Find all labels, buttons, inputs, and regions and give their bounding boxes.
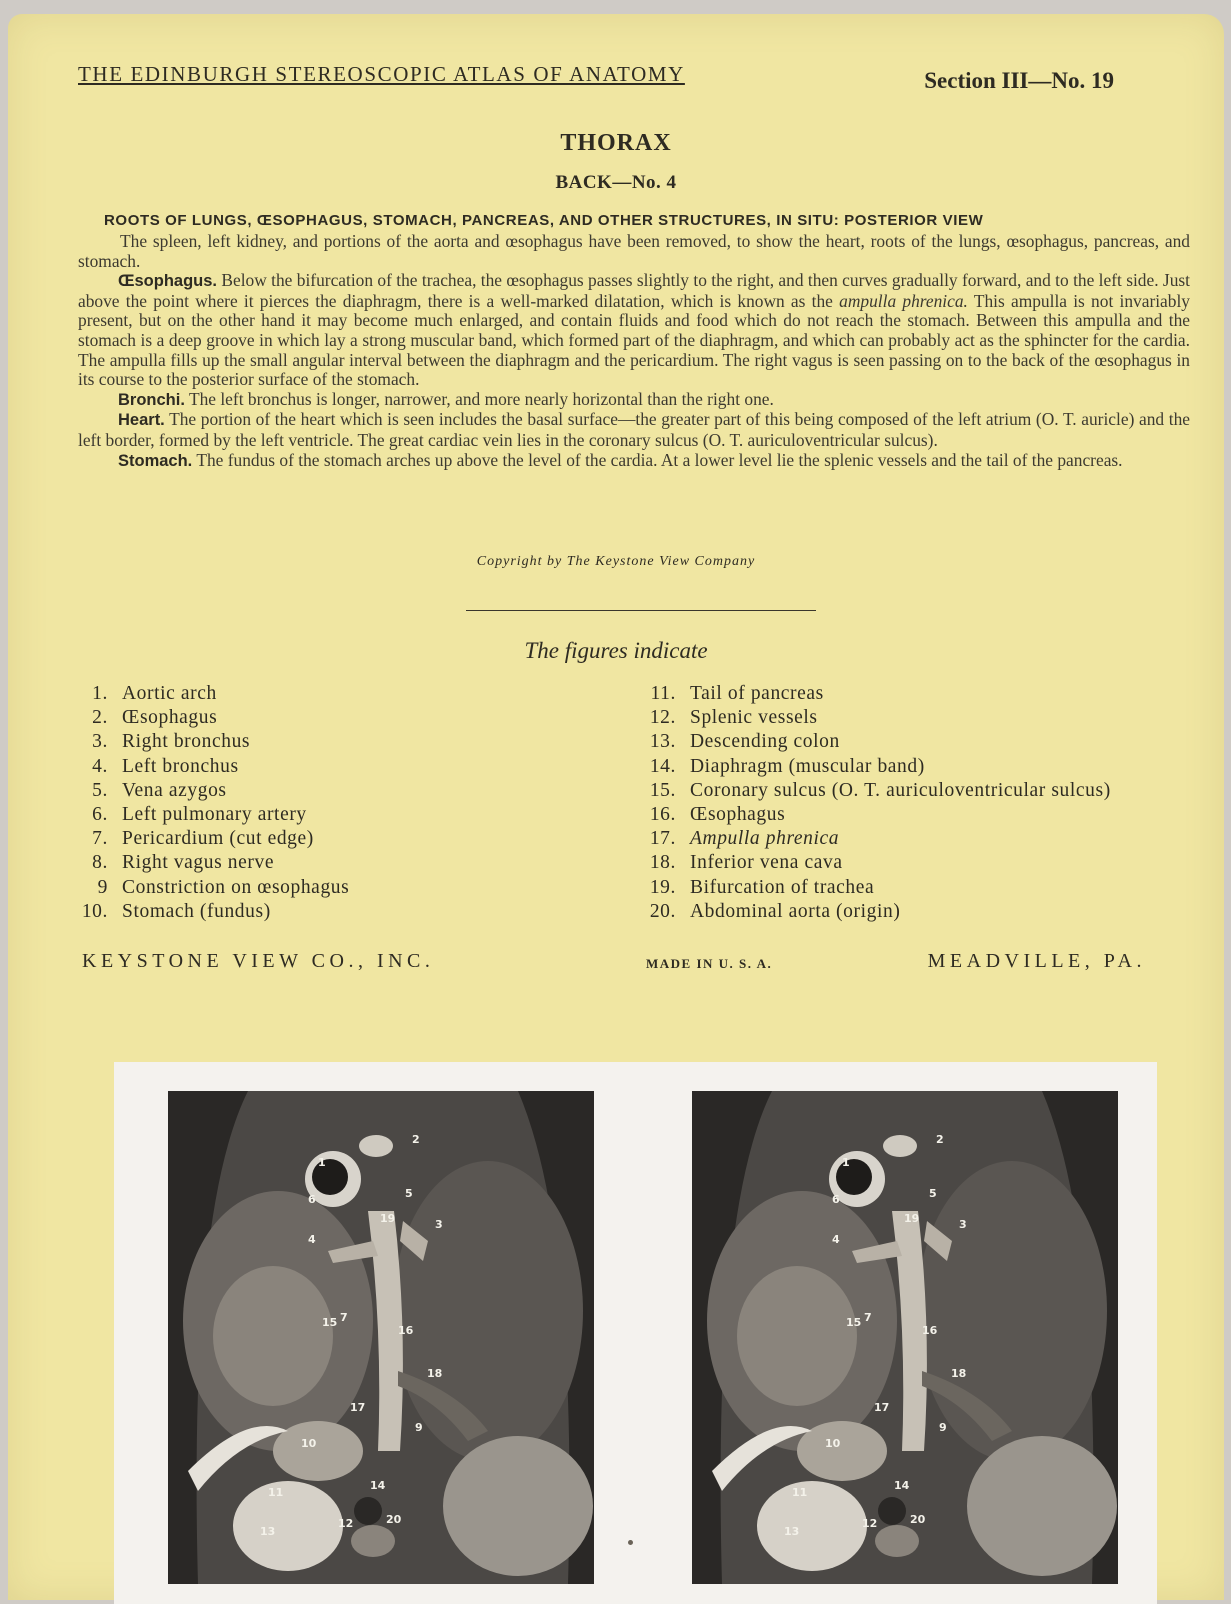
legend-item [638, 730, 1111, 754]
stomach-paragraph [78, 451, 1190, 472]
photo-label: 9 [415, 1421, 423, 1434]
photo-label: 5 [929, 1187, 937, 1200]
legend-label: Bifurcation of trachea [690, 876, 875, 898]
photo-label: 13 [260, 1525, 276, 1538]
legend-item [74, 827, 349, 851]
figures-title: The figures indicate [524, 638, 708, 663]
stereo-photo-mount [114, 1062, 1157, 1604]
bronchi-paragraph [78, 390, 1190, 411]
legend-label: Right vagus nerve [122, 852, 275, 874]
legend-item [638, 851, 1111, 875]
photo-shape [737, 1266, 857, 1406]
legend-label: Left pulmonary artery [122, 803, 307, 825]
legend-number: 13. [649, 731, 676, 753]
legend-number: 4. [92, 755, 108, 777]
heart-text: The portion of the heart which is seen includes the basal surface—the greater part of this being composed of the left atrium (O. T. auricle) and the left border, formed by the left ventricle. The great cardiac vein lies in the coronary sulcus (O. T. auriculoventricular sulcus). [78, 409, 1190, 450]
legend-item [74, 851, 349, 875]
photo-label: 7 [340, 1311, 348, 1324]
photo-shape [359, 1135, 393, 1157]
description-text [78, 232, 1190, 471]
heart-paragraph [78, 410, 1190, 450]
legend-number: 3. [92, 731, 108, 753]
stereo-photo-left [168, 1091, 594, 1584]
legend-item [74, 803, 349, 827]
legend-item [74, 876, 349, 900]
photo-label: 16 [398, 1324, 414, 1337]
photo-label: 1 [842, 1156, 850, 1169]
photo-label: 20 [386, 1513, 402, 1526]
oesophagus-lead: Œsophagus. [118, 272, 218, 291]
footer-city: MEADVILLE, PA. [927, 950, 1146, 972]
heart-lead: Heart. [118, 411, 165, 430]
photo-label: 18 [427, 1367, 443, 1380]
section-heading: ROOTS OF LUNGS, ŒSOPHAGUS, STOMACH, PANCREAS, AND OTHER STRUCTURES, IN SITU: POSTERIOR VIEW [104, 212, 984, 229]
oesophagus-paragraph [78, 271, 1190, 390]
legend-number: 19. [649, 876, 676, 898]
anatomy-photo [692, 1091, 1118, 1584]
bronchi-text: The left bronchus is longer, narrower, and more nearly horizontal than the right one. [188, 388, 774, 409]
legend-label: Left bronchus [122, 755, 239, 777]
legend-label: Splenic vessels [690, 707, 818, 729]
legend-right [638, 682, 1111, 924]
legend-label: Pericardium (cut edge) [122, 828, 314, 850]
photo-shape [213, 1266, 333, 1406]
photo-label: 3 [435, 1218, 443, 1231]
photo-label: 18 [951, 1367, 967, 1380]
photo-label: 11 [268, 1486, 284, 1499]
legend-item [638, 682, 1111, 706]
stomach-lead: Stomach. [118, 451, 193, 470]
legend-item [74, 900, 349, 924]
photo-shape [757, 1481, 867, 1571]
legend-left [74, 682, 349, 924]
stomach-text: The fundus of the stomach arches up above the level of the cardia. At a lower level lie the splenic vessels and the tail of the pancreas. [196, 449, 1123, 470]
legend-number: 7. [92, 828, 108, 850]
photo-shape [443, 1436, 593, 1576]
photo-label: 2 [936, 1133, 944, 1146]
legend-label: Right bronchus [122, 731, 251, 753]
photo-label: 5 [405, 1187, 413, 1200]
atlas-card [8, 14, 1224, 1600]
anatomy-photo [168, 1091, 594, 1584]
photo-shape [917, 1161, 1107, 1461]
photo-shape [393, 1161, 583, 1461]
photo-shape [797, 1421, 887, 1481]
legend-number: 14. [649, 755, 676, 777]
photo-label: 13 [784, 1525, 800, 1538]
legend-item [638, 827, 1111, 851]
legend-number: 18. [649, 852, 676, 874]
photo-shape [233, 1481, 343, 1571]
legend-item [74, 730, 349, 754]
photo-label: 9 [939, 1421, 947, 1434]
photo-label: 20 [910, 1513, 926, 1526]
photo-shape [351, 1525, 395, 1557]
legend-label: Inferior vena cava [690, 852, 843, 874]
stereo-photo-right [692, 1091, 1118, 1584]
legend-label: Diaphragm (muscular band) [690, 755, 925, 777]
legend-label: Aortic arch [122, 683, 217, 704]
legend-item [74, 779, 349, 803]
photo-label: 6 [832, 1193, 840, 1206]
legend-item [74, 706, 349, 730]
legend-label: Vena azygos [122, 779, 227, 801]
footer-company: KEYSTONE VIEW CO., INC. [82, 950, 435, 972]
page-title: THORAX [560, 130, 672, 156]
intro-paragraph: The spleen, left kidney, and portions of the aorta and œsophagus have been removed, to show the heart, roots of the lungs, œsophagus, pancreas, and stomach. [78, 231, 1190, 271]
legend-number: 2. [92, 707, 108, 729]
legend-number: 20. [649, 900, 676, 922]
legend-item [638, 706, 1111, 730]
legend-number: 8. [92, 852, 108, 874]
page-subtitle: BACK—No. 4 [555, 172, 677, 193]
legend-number: 12. [649, 707, 676, 729]
legend-label: Constriction on œsophagus [122, 876, 350, 898]
legend-item [74, 755, 349, 779]
photo-label: 4 [308, 1233, 316, 1246]
legend-number: 17. [649, 828, 676, 850]
legend-label: Œsophagus [690, 803, 786, 825]
footer-made-in: MADE IN U. S. A. [646, 956, 773, 971]
legend-label: Œsophagus [122, 707, 218, 729]
photo-label: 12 [862, 1517, 878, 1530]
legend-number: 5. [92, 779, 108, 801]
legend-number: 9 [97, 876, 108, 898]
photo-label: 1 [318, 1156, 326, 1169]
legend-item [638, 900, 1111, 924]
legend-item [638, 779, 1111, 803]
oesophagus-text-1: Below the bifurcation of the trachea, the œsophagus passes slightly to the right, and then curves gradually forward, and to the left side. Just above the point where it pierces the diaphragm, there is a well-marked dilatation, which is known as the [78, 270, 1190, 311]
photo-label: 17 [350, 1401, 366, 1414]
atlas-title: THE EDINBURGH STEREOSCOPIC ATLAS OF ANATOMY [78, 62, 685, 86]
legend-item [74, 682, 349, 706]
legend-number: 11. [650, 683, 676, 704]
photo-label: 14 [894, 1479, 910, 1492]
oesophagus-text-2: This ampulla is not invariably present, but on the other hand it may become much enlarged, and contain fluids and food which do not reach the stomach. Between this ampulla and the stomach is a deep groove in which lay a strong muscular band, which formed part of the diaphragm, and which can probably act as the sphincter for the cardia. The ampulla fills up the small angular interval between the diaphragm and the pericardium. The right vagus is seen passing on to the back of the œsophagus in its course to the posterior surface of the stomach. [78, 290, 1191, 390]
photo-label: 3 [959, 1218, 967, 1231]
legend-label: Coronary sulcus (O. T. auriculoventricular sulcus) [690, 779, 1111, 801]
legend-label: Descending colon [690, 731, 840, 753]
legend-number: 15. [649, 779, 676, 801]
legend-item [638, 803, 1111, 827]
legend-number: 10. [81, 900, 108, 922]
legend-label: Stomach (fundus) [122, 900, 271, 922]
legend-label: Abdominal aorta (origin) [690, 900, 901, 922]
photo-label: 12 [338, 1517, 354, 1530]
photo-shape [883, 1135, 917, 1157]
copyright-line: Copyright by The Keystone View Company [476, 554, 756, 569]
photo-label: 10 [301, 1437, 317, 1450]
photo-shape [878, 1497, 906, 1525]
photo-label: 4 [832, 1233, 840, 1246]
legend-number: 16. [649, 803, 676, 825]
legend-number: 1. [92, 683, 108, 704]
photo-label: 2 [412, 1133, 420, 1146]
mount-dot [628, 1540, 633, 1545]
photo-shape [967, 1436, 1117, 1576]
divider [466, 610, 816, 611]
legend-item [638, 755, 1111, 779]
legend-number: 6. [92, 803, 108, 825]
oesophagus-italic: ampulla phrenica. [839, 290, 968, 311]
photo-label: 17 [874, 1401, 890, 1414]
photo-label: 7 [864, 1311, 872, 1324]
photo-label: 11 [792, 1486, 808, 1499]
legend-label: Ampulla phrenica [690, 828, 840, 850]
photo-label: 15 [322, 1316, 338, 1329]
legend-label: Tail of pancreas [690, 683, 824, 704]
photo-label: 19 [380, 1212, 396, 1225]
photo-label: 6 [308, 1193, 316, 1206]
photo-label: 19 [904, 1212, 920, 1225]
photo-label: 16 [922, 1324, 938, 1337]
photo-shape [273, 1421, 363, 1481]
photo-label: 14 [370, 1479, 386, 1492]
photo-label: 15 [846, 1316, 862, 1329]
photo-shape [354, 1497, 382, 1525]
photo-label: 10 [825, 1437, 841, 1450]
section-number: Section III—No. 19 [924, 68, 1114, 93]
legend-item [638, 876, 1111, 900]
photo-shape [875, 1525, 919, 1557]
bronchi-lead: Bronchi. [118, 390, 185, 409]
